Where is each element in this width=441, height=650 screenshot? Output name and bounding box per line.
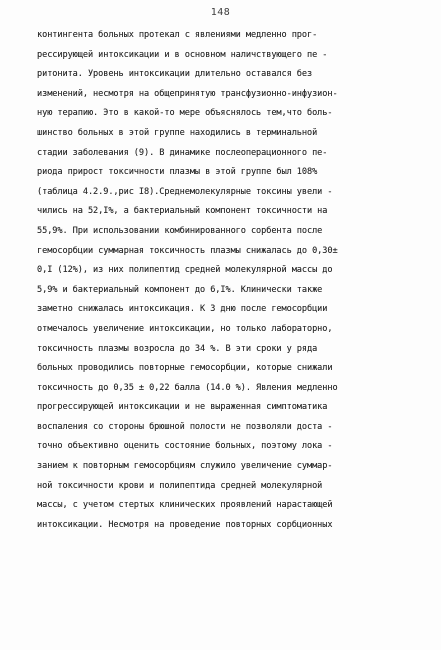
text-line: массы, с учетом стертых клинических проявлений нарастающей [37, 500, 333, 511]
text-line: ную терапию. Это в какой-то мере объяснялось тем,что боль- [37, 108, 333, 119]
text-line: прогрессирующей интоксикации и не выраженная симптоматика [37, 402, 328, 413]
text-line: 5,9% и бактериальный компонент до 6,I%. Клинически также [37, 284, 323, 295]
text-line: (таблица 4.2.9.,рис I8).Среднемолекулярные токсины увели - [37, 186, 333, 197]
text-line: занием к повторным гемосорбциям служило увеличение суммар- [37, 461, 333, 472]
text-line: стадии заболевания (9). В динамике послеоперационного пе- [37, 147, 328, 158]
text-line: ритонита. Уровень интоксикации длительно оставался без [37, 69, 313, 80]
text-line: воспаления со стороны брюшной полости не позволяли доста - [37, 421, 333, 432]
text-line: рессирующей интоксикации и в основном наличствующего пе - [37, 49, 328, 60]
text-line: точно объективно оценить состояние больных, поэтому лока - [37, 441, 333, 452]
text-line: гемосорбции суммарная токсичность плазмы снижалась до 0,30± [37, 245, 338, 256]
text-line: ной токсичности крови и полипептида средней молекулярной [37, 480, 323, 491]
text-line: контингента больных протекал с явлениями медленно прог- [37, 30, 318, 40]
page-number: 148 [210, 7, 231, 18]
text-line: заметно снижалась интоксикация. К 3 дню после гемосорбции [37, 304, 328, 315]
text-line: шинство больных в этой группе находились в терминальной [37, 127, 318, 138]
text-line: риода прирост токсичности плазмы в этой группе был 108% [37, 167, 318, 178]
text-line: отмечалось увеличение интоксикации, но только лабораторно, [37, 323, 333, 334]
text-line: токсичность до 0,35 ± 0,22 балла (14.0 %). Явления медленно [37, 382, 338, 393]
text-line: токсичность плазмы возросла до 34 %. В эти сроки у ряда [37, 343, 318, 354]
text-line: 55,9%. При использовании комбинированного сорбента после [37, 225, 323, 236]
text-line: 0,I (12%), из них полипептид средней молекулярной массы до [37, 265, 333, 276]
body-text [37, 26, 417, 535]
text-line: изменений, несмотря на общепринятую трансфузионно-инфузион- [37, 88, 338, 99]
text-line: больных проводились повторные гемосорбции, которые снижали [37, 363, 333, 374]
text-line: чились на 52,I%, а бактериальный компонент токсичности на [37, 206, 328, 217]
text-line: интоксикации. Несмотря на проведение повторных сорбционных [37, 519, 333, 530]
